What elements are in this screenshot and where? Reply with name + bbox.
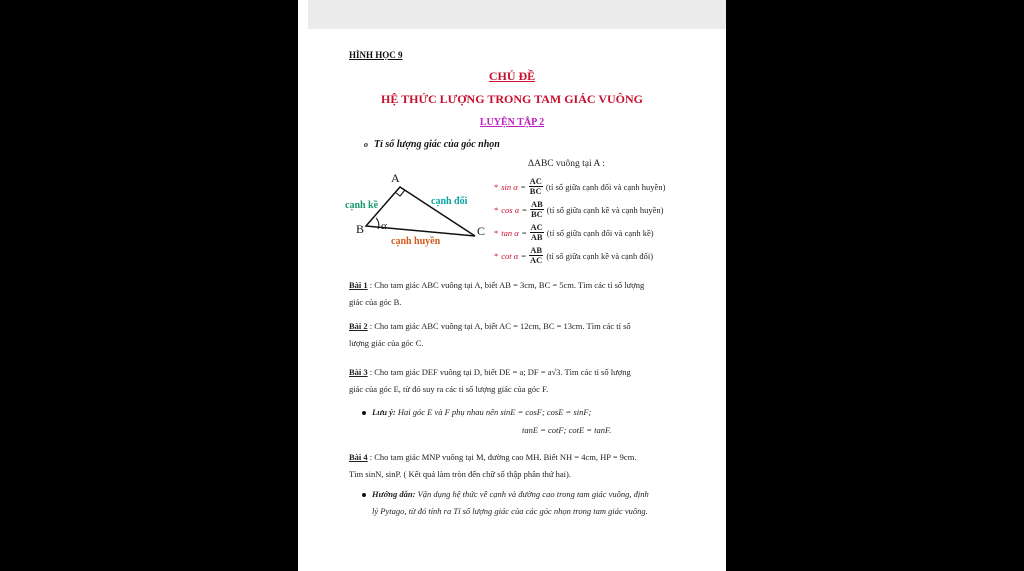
- formula-intro: ΔABC vuông tại A :: [528, 159, 605, 169]
- guide: Hướng dẫn: Vận dụng hệ thức về cạnh và đường cao trong tam giác vuông, định lý Pytago, từ đó tính ra Tỉ số lượng giác của các góc nhọn trong tam giác vuông.: [362, 486, 649, 520]
- formula-note: (tỉ số giữa cạnh đối và cạnh huyền): [545, 181, 666, 192]
- viewer-top-bar: [308, 0, 726, 29]
- exercise-3: Bài 3 : Cho tam giác DEF vuông tại D, biết DE = a; DF = a√3. Tìm các tỉ số lượng giác của góc E, từ đó suy ra các tỉ số lượng giác của góc F.: [349, 367, 631, 394]
- formula-fn: cot α: [501, 250, 519, 261]
- subject-label: HÌNH HỌC 9: [349, 50, 403, 60]
- formula-cot: * cot α = $\frac{AB}{AC}$ (tỉ số giữa cạnh kề và cạnh đối): [494, 245, 654, 265]
- hypotenuse-label: cạnh huyền: [391, 236, 441, 247]
- vertex-a-label: A: [391, 171, 400, 185]
- formula-note: (tỉ số giữa cạnh kề và cạnh huyền): [546, 204, 664, 215]
- bullet-icon: [362, 493, 366, 497]
- exercise-2: Bài 2 : Cho tam giác ABC vuông tại A, biết AC = 12cm, BC = 13cm. Tìm các tỉ số lượng giác của góc C.: [349, 321, 631, 348]
- formula-note: (tỉ số giữa cạnh đối và cạnh kề): [546, 227, 654, 238]
- formula-tan: * tan α = $\frac{AC}{AB}$ (tỉ số giữa cạnh đối và cạnh kề): [494, 222, 654, 242]
- document-page: [298, 0, 726, 571]
- section-title: Tỉ số lượng giác của góc nhọn: [374, 139, 500, 150]
- formula-sin: * sin α = $\frac{AC}{BC}$ (tỉ số giữa cạnh đối và cạnh huyền): [494, 176, 666, 196]
- formula-note: (tỉ số giữa cạnh kề và cạnh đối): [546, 250, 654, 261]
- main-title: HỆ THỨC LƯỢNG TRONG TAM GIÁC VUÔNG: [380, 92, 644, 106]
- exercise-label: Bài 2: [349, 321, 368, 331]
- formula-fraction: $\frac{AB}{AC}$: [530, 245, 543, 265]
- section-bullet: o: [364, 140, 368, 149]
- formula-fn: tan α: [501, 227, 519, 238]
- exercise-4: Bài 4 : Cho tam giác MNP vuông tại M, đường cao MH. Biết NH = 4cm, HP = 9cm. Tìm sinN, sinP. ( Kết quả làm tròn đến chữ số thập phân thứ hai).: [349, 452, 637, 479]
- exercise-label: Bài 3: [349, 367, 368, 377]
- vertex-b-label: B: [356, 222, 365, 236]
- formula-fraction: $\frac{AC}{AB}$: [530, 222, 543, 242]
- bullet-icon: [362, 411, 366, 415]
- guide-label: Hướng dẫn:: [372, 489, 416, 499]
- adjacent-side-label: cạnh kề: [345, 200, 379, 211]
- formula-fn: sin α: [501, 181, 518, 192]
- exercise-1: Bài 1 : Cho tam giác ABC vuông tại A, biết AB = 3cm, BC = 5cm. Tìm các tỉ số lượng giác của góc B.: [349, 280, 645, 307]
- vertex-c-label: C: [477, 224, 486, 238]
- formula-cos: * cos α = $\frac{AB}{BC}$ (tỉ số giữa cạnh kề và cạnh huyền): [494, 199, 664, 219]
- note-line-2: tanE = cotF; cotE = tanF.: [522, 425, 612, 435]
- opposite-side-label: cạnh đối: [431, 196, 468, 207]
- formula-fraction: $\frac{AB}{BC}$: [530, 199, 543, 219]
- lesson-label: LUYỆN TẬP 2: [479, 117, 545, 128]
- section-heading: [364, 139, 500, 150]
- angle-alpha-label: α: [381, 220, 387, 232]
- exercise-label: Bài 1: [349, 280, 368, 290]
- topic-label: CHỦ ĐỀ: [488, 69, 536, 83]
- formula-fn: cos α: [501, 204, 520, 215]
- note-label: Lưu ý:: [372, 407, 396, 417]
- exercise-label: Bài 4: [349, 452, 368, 462]
- formula-fraction: $\frac{AC}{BC}$: [529, 176, 542, 196]
- note-line-1: Lưu ý: Hai góc E và F phụ nhau nên sinE = cosF; cosE = sinF;: [362, 407, 591, 417]
